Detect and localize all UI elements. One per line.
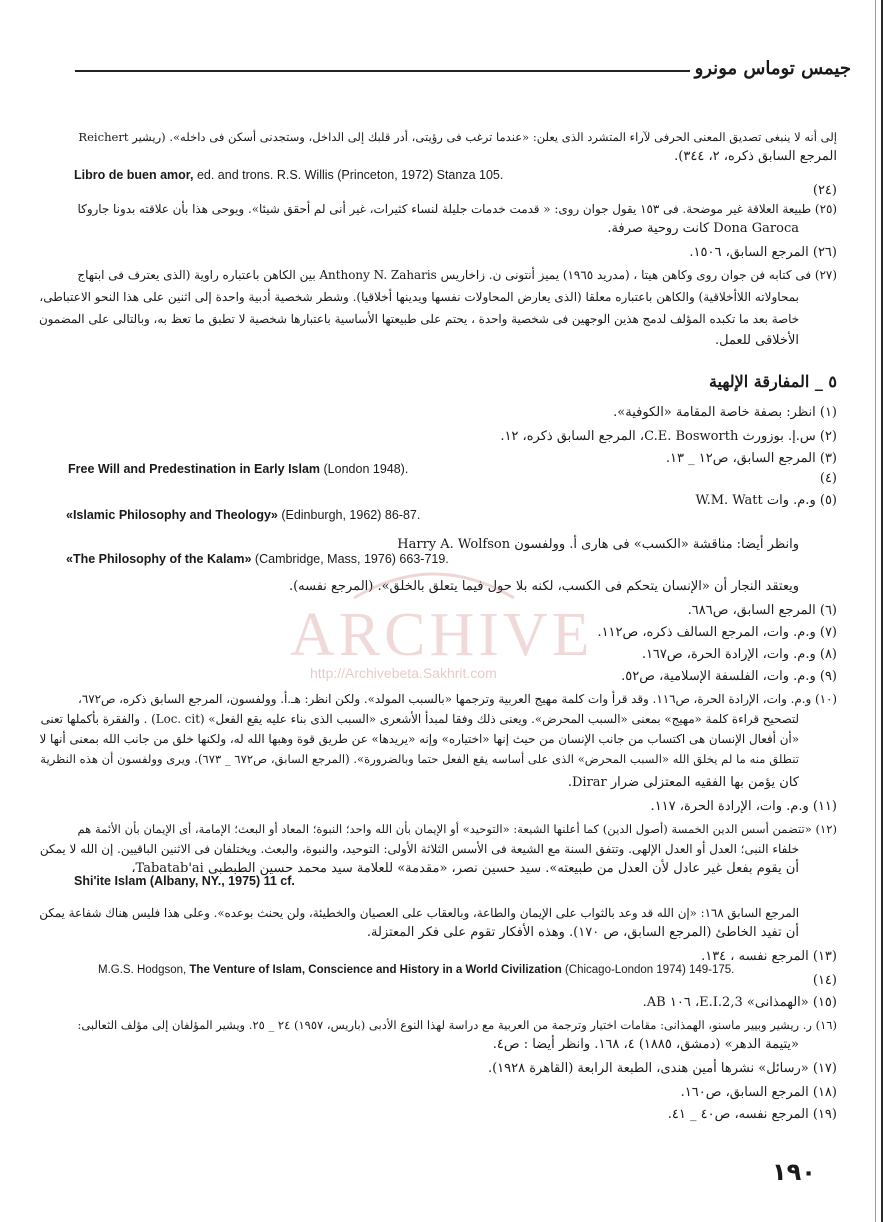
watermark-url: http://Archivebeta.Sakhrit.com (310, 665, 497, 681)
note-line: المرجع السابق ذكره، ٢، ٣٤٤). (674, 149, 837, 164)
note-line: «أن أفعال الإنسان هى اكتساب من جانب الإنسان من حيث إنها «اختياره» وإنه «يريدها» عن طريق قوة وهبها الله له، ولكنها خلق من جانب الله بمعنى أنها لا (39, 732, 799, 746)
note-line: (١) انظر: بصفة خاصة المقامة «الكوفية». (613, 405, 837, 420)
note-line: (٨) و.م. وات، الإرادة الحرة، ص١٦٧. (641, 647, 837, 662)
note-line: تنطلق منه ما لم يخلق الله «السبب المحرض» الذى على أساسه يقع الفعل حتما وبالضرورة». (المرجع السابق، ص٦٧٢ _ ٦٧٣). ويرى وولفسون أن هذه النظرية (40, 752, 799, 766)
note-line: (٦) المرجع السابق، ص٦٨٦. (687, 603, 837, 618)
note-line: لتصحيح قراءة كلمة «مهيج» بمعنى «السبب المحرض». ويعنى ذلك وفقا لمبدأ الأشعرى «السبب الذى بناء عليه يقع الفعل» (Loc. cit) . والفقرة بأكملها تعنى (40, 712, 799, 726)
page-edge (881, 0, 883, 1222)
section-title: ٥ _ المفارقة الإلهية (708, 372, 837, 391)
latin-ref: «The Philosophy of the Kalam» (Cambridge, Mass, 1976) 663-719. (66, 552, 449, 566)
note-line: (١٩) المرجع نفسه، ص٤٠ _ ٤١. (667, 1107, 837, 1122)
note-line: المرجع السابق ١٦٨: «إن الله قد وعد بالثواب على الإيمان والطاعة، وبالعقاب على العصيان والخطيئة، ولن يحنث بوعده». وعلى هذا فليس هناك شفاعة يمكن (39, 906, 799, 920)
note-line: (٣) المرجع السابق، ص١٢ _ ١٣. (665, 451, 837, 466)
note-line: (١٠) و.م. وات، الإرادة الحرة، ص١١٦. وقد قرأ وات كلمة مهيج العربية وترجمها «بالسبب المولد». ولكن انظر: هـ.أ. وولفسون، المرجع السابق ذكره، ص٦٧٢، (78, 692, 837, 706)
note-line: (٢٧) فى كتابه فن جوان روى وكاهن هيتا ، (مدريد ١٩٦٥) يميز أنتونى ن. زاخاريس Anthony N. Zaharis بين الكاهن باعتباره راوية (الذى يعترف فى ابتهاج (77, 268, 837, 282)
note-line: خاصة بعد ما تكبده المؤلف لدمج هذين الوجهين فى شخصية واحدة ، يحتم على طبيعتها الأساسية باعتبارها شخصية لا تطبق ما تعظ به، وبالتالى على المضمون (38, 312, 799, 326)
note-line: الأخلاقى للعمل. (714, 333, 799, 348)
page-edge-shadow (875, 0, 876, 1222)
latin-ref: M.G.S. Hodgson, The Venture of Islam, Conscience and History in a World Civilization (Chicago-London 1974) 149-175. (98, 964, 735, 976)
note-line: كان يؤمن بها الفقيه المعتزلى ضرار Dirar. (567, 775, 799, 790)
note-line: (٧) و.م. وات، المرجع السالف ذكره، ص١١٢. (597, 625, 837, 640)
note-line: (١٦) ر. ريشير وبيير ماسنو، الهمذانى: مقامات اختيار وترجمة من العربية مع دراسة لهذا النوع الأدبى (باريس، ١٩٥٧) ٢٤ _ ٢٥. ويشير المؤلفان إلى مؤلف الثعالبى: (77, 1018, 837, 1032)
page-number: ١٩٠ (772, 1158, 816, 1186)
archive-logo-mark (334, 560, 534, 600)
note-line: (٥) و.م. وات W.M. Watt (695, 493, 837, 508)
note-line: ويعتقد النجار أن «الإنسان يتحكم فى الكسب، لكنه بلا حول فيما يتعلق بالخلق». (المرجع نفسه). (288, 579, 799, 594)
note-line: (١٣) المرجع نفسه ، ١٣٤. (701, 949, 837, 964)
watermark-text: ARCHIVE (290, 601, 594, 669)
note-number: (٤) (819, 471, 837, 486)
note-line: وانظر أيضا: مناقشة «الكسب» فى هارى أ. وولفسون Harry A. Wolfson (397, 537, 799, 552)
latin-ref: Shi'ite Islam (Albany, NY., 1975) 11 cf. (74, 874, 295, 888)
note-line: أن تفيد الخاطئ (المرجع السابق، ص ١٧٠). وهذه الأفكار تقوم على فكر المعتزلة. (366, 925, 799, 940)
note-number: (٢٤) (812, 183, 837, 198)
note-number: (١٤) (812, 973, 837, 988)
latin-ref: Libro de buen amor, ed. and trons. R.S. Willis (Princeton, 1972) Stanza 105. (74, 168, 504, 182)
note-line: (٩) و.م. وات، الفلسفة الإسلامية، ص٥٢. (621, 669, 837, 684)
note-line: خلفاء النبى؛ العدل أو العدل الإلهى. وتتفق السنة مع الشيعة فى الأسس الثلاثة الأولى: التوحيد، والنبوة، والبعث. ويختلفان فى الاثنين الباقيين. إن الله لا يمكن (39, 842, 799, 856)
note-line: Dona Garoca كانت روحية صرفة. (607, 221, 799, 236)
note-line: (١٥) «الهمذانى» E.I.2,3، ١٠٦ AB. (642, 995, 837, 1010)
note-line: (١٧) «رسائل» نشرها أمين هندى، الطبعة الرابعة (القاهرة ١٩٢٨). (487, 1061, 837, 1076)
note-line: (٢) س.إ. بوزورث C.E. Bosworth، المرجع السابق ذكره، ١٢. (500, 429, 837, 444)
note-line: أن يقوم بفعل غير عادل لأن العدل من طبيعته». سيد حسين نصر، «مقدمة» للعلامة سيد محمد حسين الطبطبى Tabatab'ai، (131, 861, 799, 876)
note-line: (٢٦) المرجع السابق، ١٥٠٦. (689, 245, 837, 260)
note-line: إلى أنه لا ينبغى تصديق المعنى الحرفى لآراء المتشرد الذى يعلن: «عندما ترغب فى رؤيتى، أدر قلبك إلى الداخل، وستجدنى أسكن فى داخله». (ريشير Reichert (78, 130, 837, 144)
note-line: (٢٥) طبيعة العلاقة غير موضحة. فى ١٥٣ يقول جوان روى: « قدمت خدمات جليلة لنساء كثيرات، غير أنى لم أحقق شيئا». ويوحى هذا بأن علاقته بدونا جاروكا (77, 202, 837, 216)
latin-ref: Free Will and Predestination in Early Islam (London 1948). (68, 462, 409, 476)
note-line: (١٢) «تتضمن أسس الدين الخمسة (أصول الدين) كما أعلنها الشيعة: «التوحيد» أو الإيمان بأن الله واحد؛ النبوة؛ المعاد أو البعث؛ الإمامة، أى الإيمان بأن الأئمة هم (77, 822, 837, 836)
header-rule (75, 70, 690, 72)
note-line: (١٨) المرجع السابق، ص١٦٠. (680, 1085, 837, 1100)
note-line: «يتيمة الدهر» (دمشق، ١٨٨٥) ٤، ١٦٨. وانظر أيضا : ص٤. (492, 1037, 799, 1052)
note-line: بمحاولاته اللاأخلاقية) والكاهن باعتباره معلقا (الذى يعارض المحاولات نفسها ويدينها أخلاقيا). وشطر شخصية أدبية واحدة إلى اثنين على هذا النحو الاعتباطى، (39, 290, 799, 304)
running-head: جيمس توماس مونرو (694, 58, 851, 79)
note-line: (١١) و.م. وات، الإرادة الحرة، ١١٧. (650, 799, 837, 814)
latin-ref: «Islamic Philosophy and Theology» (Edinburgh, 1962) 86-87. (66, 508, 421, 522)
